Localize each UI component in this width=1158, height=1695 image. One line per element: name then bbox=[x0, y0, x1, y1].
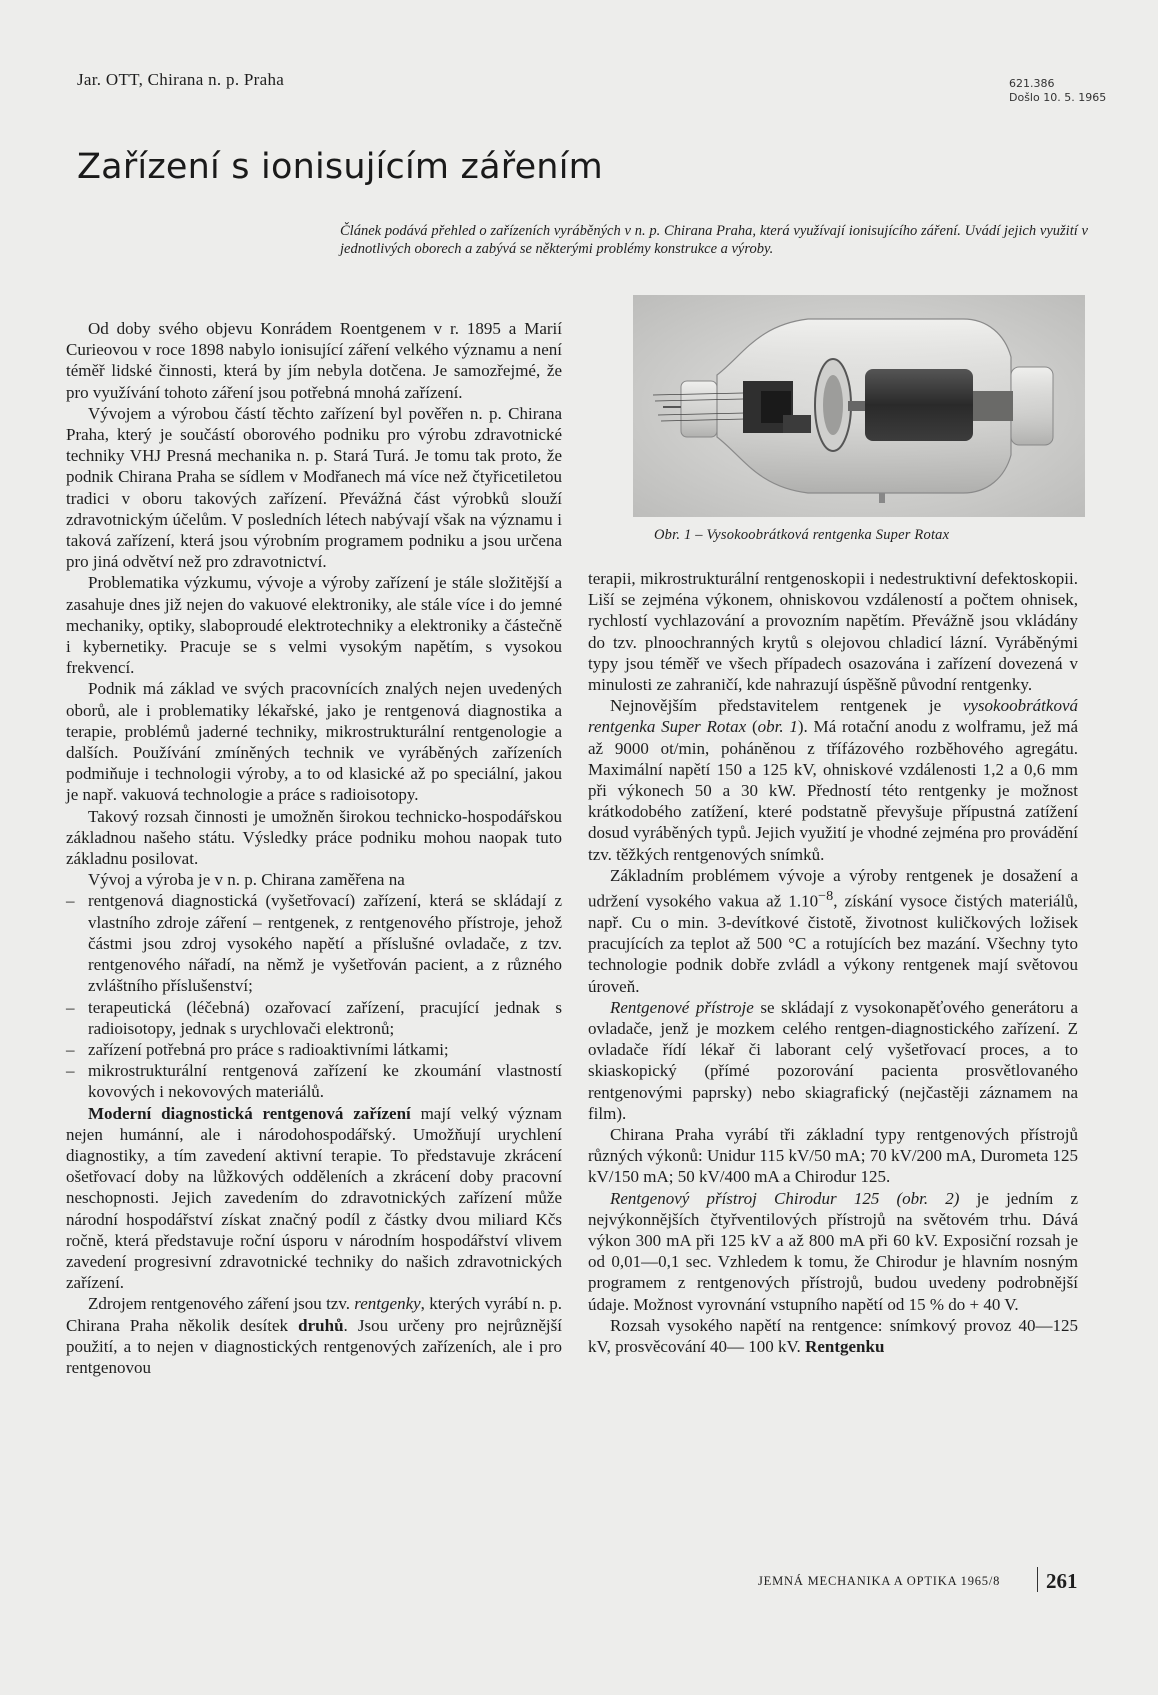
received-date: Došlo 10. 5. 1965 bbox=[1009, 91, 1107, 104]
paragraph: Moderní diagnostická rentgenová zařízení mají velký význam nejen humánní, ale i národohospodářský. Umožňují urychlení diagnostiky, a tím zavedení aktivní terapie. To představuje zkrácení ošetřovací doby na lůžkových odděleních a zkrácení doby pracovní neschopnosti. Jejich zavedením do zdravotnických zařízení může národní hospodářství získat značný podíl z částky dvou miliard Kčs ročně, která představuje roční úsporu v národním hospodářství vlivem zavedení progresivní zdravotnické techniky do našich zdravotnických zařízení. bbox=[66, 1103, 562, 1293]
paragraph: Základním problémem vývoje a výroby rentgenek je dosažení a udržení vysokého vakua až $1.10^{-8}$, získání vysoce čistých materiálů, např. Cu o min. 3-devítkové čistotě, životnost kuličkových ložisek pracujících za teplot až 500 °C a rotujících bez mazání. Všechny tyto technologie podnik dobře zvládl a výkony rentgenek mají světovou úroveň. bbox=[588, 865, 1078, 996]
bold-phrase: Moderní diagnostická rentgenová zařízení bbox=[88, 1103, 411, 1123]
italic-term: Rentgenový přístroj Chirodur 125 (obr. 2) bbox=[610, 1188, 960, 1208]
exponent: −8 bbox=[818, 888, 834, 905]
paragraph: terapii, mikrostrukturální rentgenoskopii i nedestruktivní defektoskopii. Liší se zejména výkonem, ohniskovou vzdáleností a počtem ohnisek, rychlostí vychlazování a provozním napětím. Převážně jsou vkládány do tzv. plnoochranných krytů s olejovou chladicí lázní. Vyráběnými typy jsou téměř ve všech případech osazována i zařízení dovezená v minulosti ze zahraničí, kde nahrazují úspěšně původní rentgenky. bbox=[588, 569, 1078, 695]
paragraph: Od doby svého objevu Konrádem Roentgenem v r. 1895 a Marií Curieovou v roce 1898 nabylo ionisující záření velkého významu a není téměř lidské činnosti, která by jím nebyla dotčena. Je samozřejmé, že pro využívání tohoto záření jsou potřebná mnohá zařízení. bbox=[66, 319, 562, 402]
figure-caption: Obr. 1 – Vysokoobrátková rentgenka Super Rotax bbox=[654, 527, 950, 543]
italic-term: Rentgenové přístroje bbox=[610, 997, 754, 1017]
bold-term: druhů bbox=[298, 1315, 344, 1335]
footer-divider bbox=[1037, 1567, 1038, 1592]
paragraph: Rentgenový přístroj Chirodur 125 (obr. 2) je jedním z nejvýkonnějších čtyřventilových přístrojů na světovém trhu. Dává výkon 300 mA při 125 kV a až 800 mA při 60 kV. Exposiční rozsah je od 0,01—0,1 sec. Vzhledem k tomu, že Chirodur je hlavním nosným programem z rentgenových přístrojů, budou uvedeny podrobnější údaje. Možnost vyrovnání vstupního napětí od 15 % do + 40 V. bbox=[588, 1188, 1078, 1314]
paragraph: Vývojem a výrobou částí těchto zařízení byl pověřen n. p. Chirana Praha, který je součástí oborového podniku pro výrobu zdravotnické techniky VHJ Presná mechanika n. p. Stará Turá. Je tomu tak proto, že podnik Chirana Praha se sídlem v Modřanech má více než čtyřicetiletou tradici v oboru takových zařízení. Převážná část výrobků slouží zdravotnickým účelům. V posledních létech nabývají však na významu i taková zařízení, která jsou výrobním programem podniku a jsou určena pro jiná odvětví než pro zdravotnictví. bbox=[66, 403, 562, 572]
xray-tube-photo bbox=[633, 295, 1085, 517]
paragraph: Problematika výzkumu, vývoje a výroby zařízení je stále složitější a zasahuje dnes již nejen do vakuové elektroniky, ale stále více i do jemné mechaniky, optiky, slaboproudé elektrotechniky a elektroniky a částečně i kybernetiky. Pracuje se s velmi vysokým napětím, s vysokou frekvencí. bbox=[66, 573, 562, 678]
bold-term: Rentgenku bbox=[805, 1336, 885, 1356]
focus-list bbox=[66, 890, 562, 1102]
paragraph: Chirana Praha vyrábí tři základní typy rentgenových přístrojů různých výkonů: Unidur 115 kV/50 mA; 70 kV/200 mA, Durometa 125 kV/150 mA; 50 kV/400 mA a Chirodur 125. bbox=[588, 1124, 1078, 1187]
paragraph: Rozsah vysokého napětí na rentgence: snímkový provoz 40—125 kV, prosvěcování 40— 100 kV. Rentgenku bbox=[588, 1315, 1078, 1356]
paragraph: Zdrojem rentgenového záření jsou tzv. rentgenky, kterých vyrábí n. p. Chirana Praha několik desítek druhů. Jsou určeny pro nejrůznější použití, a to nejen v diagnostických rentgenových zařízeních, ale i pro rentgenovou bbox=[66, 1294, 562, 1377]
paragraph: Nejnovějším představitelem rentgenek je vysokoobrátková rentgenka Super Rotax (obr. 1). Má rotační anodu z wolframu, jež má až 9000 ot/min, poháněnou z třífázového rozběhového agregátu. Maximální napětí 150 a 125 kV, ohniskové vzdálenosti 1,2 a 0,6 mm při výkonech 50 a 30 kW. Předností této rentgenky je možnost krátkodobého zatížení, které podstatně převyšuje přípustná zatížení dosud vyráběných typů. Jejich využití je vhodné zejména pro provádění tzv. těžkých rentgenových snímků. bbox=[588, 696, 1078, 864]
right-column bbox=[588, 568, 1078, 1357]
list-item: – zařízení potřebná pro práce s radioaktivními látkami; bbox=[66, 1039, 562, 1060]
author-line: Jar. OTT, Chirana n. p. Praha bbox=[77, 70, 285, 89]
paragraph: Takový rozsah činnosti je umožněn širokou technicko-hospodářskou základnou našeho státu. Výsledky práce podniku mohou naopak tuto základnu posilovat. bbox=[66, 806, 562, 869]
list-item: – mikrostrukturální rentgenová zařízení ke zkoumání vlastností kovových i nekovových materiálů. bbox=[66, 1060, 562, 1102]
udc-code-block bbox=[1009, 77, 1106, 105]
page-number: 261 bbox=[1046, 1569, 1078, 1593]
article-abstract: Článek podává přehled o zařízeních vyráběných v n. p. Chirana Praha, která využívají ionisujícího záření. Uvádí jejich využití v jednotlivých oborech a zabývá se některými problémy konstrukce a výroby. bbox=[340, 223, 1088, 257]
paragraph: Podnik má základ ve svých pracovnících znalých nejen uvedených oborů, ale i problematiky lékařské, jako je rentgenová diagnostika a terapie, problémů jaderné techniky, mikrostrukturální rentgenologie a dalších. Používání zmíněných technik ve vyráběných zařízeních podmiňuje i technologii výroby, a to od klasické až po speciální, jakou je např. vakuová technologie a práce s radioisotopy. bbox=[66, 679, 562, 805]
italic-term: rentgenky bbox=[354, 1294, 421, 1314]
italic-term: vysokoobrátková rentgenka Super Rotax bbox=[588, 696, 1078, 737]
udc-code: 621.386 bbox=[1009, 77, 1055, 90]
list-item: – rentgenová diagnostická (vyšetřovací) zařízení, která se skládají z vlastního zdroje záření – rentgenek, z rentgenového přístroje, jehož částmi jsou zdroj vysokého napětí a příslušné ovladače, z tzv. rentgenového nářadí, na němž je vyšetřován pacient, a z různého zvláštního příslušenství; bbox=[66, 890, 562, 996]
paragraph: Rentgenové přístroje se skládají z vysokonapěťového generátoru a ovladače, jenž je mozkem celého rentgen-diagnostického zařízení. Z ovladače řídí lékař či laborant celý vyšetřovací proces, a to skiaskopický (přímé pozorování pacienta prosvětlovaného rentgenovými paprsky) nebo skiagrafický (nejčastěji záznamem na film). bbox=[588, 997, 1078, 1123]
left-column bbox=[66, 318, 562, 1378]
figure-ref: obr. 1 bbox=[757, 717, 798, 737]
journal-footer: JEMNÁ MECHANIKA A OPTIKA 1965/8 bbox=[758, 1574, 1001, 1588]
list-item: – terapeutická (léčebná) ozařovací zařízení, pracující jednak s radioisotopy, jednak s urychlovači elektronů; bbox=[66, 997, 562, 1039]
paragraph: Vývoj a výroba je v n. p. Chirana zaměřena na bbox=[88, 870, 405, 890]
article-title: Zařízení s ionisujícím zářením bbox=[77, 147, 603, 187]
